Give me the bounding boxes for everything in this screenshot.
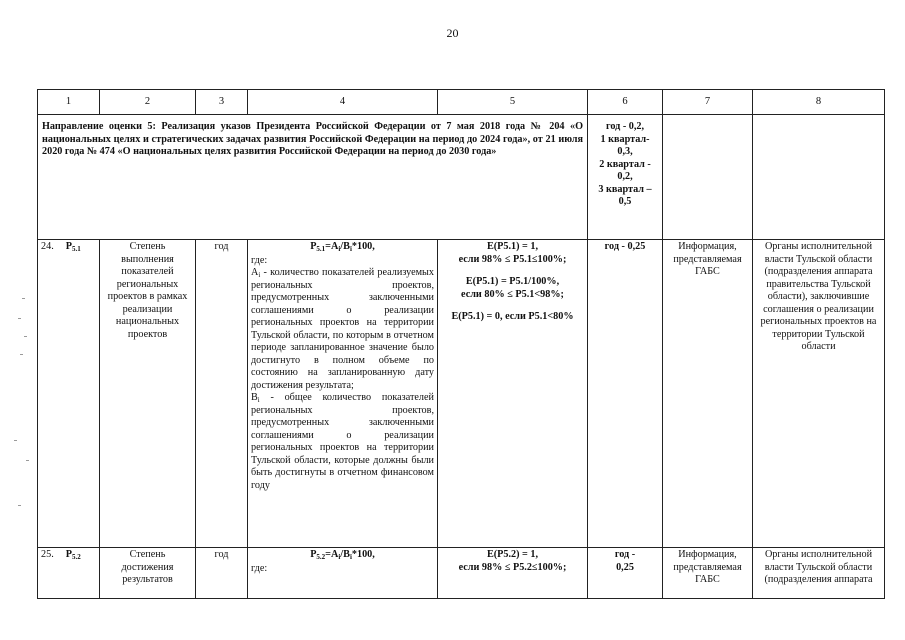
formula-cell: $P_{5.2}=A_i/B_i*100$, где: xyxy=(248,548,438,599)
criteria-table xyxy=(37,89,885,599)
indicator-name: Степень достижения результатов xyxy=(100,548,196,599)
header-cell: 3 xyxy=(196,90,248,115)
header-cell: 7 xyxy=(663,90,753,115)
header-cell: 5 xyxy=(438,90,588,115)
period-unit: год xyxy=(196,240,248,548)
responsible-bodies: Органы исполнительной власти Тульской области (подразделения аппарата правительства Тульской области), заключившие соглашения о реализации региональных проектов на территории Тульской области xyxy=(753,240,885,548)
data-source: Информация, представляемая ГАБС xyxy=(663,240,753,548)
header-cell: 2 xyxy=(100,90,196,115)
formula: $P_{5.2}=A_i/B_i*100$, xyxy=(310,549,375,561)
direction-row xyxy=(38,115,885,240)
header-row xyxy=(38,90,885,115)
empty-cell xyxy=(663,115,753,240)
direction-text: Направление оценки 5: Реализация указов Президента Российской Федерации от 7 мая 2018 года № 204 «О национальных целях и стратегических задачах развития Российской Федерации на период до 2024 года», от 21 июля 2020 года № 474 «О национальных целях развития Российской Федерации на период до 2030 года» xyxy=(38,115,588,240)
definition-a: $A_i$ - количество показателей реализуемых региональных проектов, предусмотренных заключенными соглашениями о реализации региональных проектов на территории Тульской области, по которым в отчетном периоде запланированное значение было достигнуто в полном объеме по состоянию на запланированную дату достижения результата; xyxy=(251,267,434,391)
data-source: Информация, представляемая ГАБС xyxy=(663,548,753,599)
table-row xyxy=(38,240,885,548)
row-number-cell: 25. $P_{5.2}$ xyxy=(38,548,100,599)
indicator-name: Степень выполнения показателей региональных проектов в рамках реализации национальных проектов xyxy=(100,240,196,548)
empty-cell xyxy=(753,115,885,240)
indicator-code: $P_{5.1}$ xyxy=(65,241,81,253)
formula: $P_{5.1}=A_i/B_i*100$, xyxy=(310,241,375,253)
formula-cell: $P_{5.1}=A_i/B_i*100$, где: $A_i$ - количество показателей реализуемых региональных проектов, предусмотренных заключенными соглашениями о реализации региональных проектов на территории Тульской области, по которым в отчетном периоде запланированное значение было достигнуто в полном объеме по состоянию на запланированную дату достижения результата; $B_i$ - общее количество показателей региональных проектов, предусмотренных заключенными соглашениями о реализации региональных проектов на территории Тульской области, которые должны были быть достигнуты в отчетном финансовом году xyxy=(248,240,438,548)
weight-cell: год - 0,25 xyxy=(588,240,663,548)
row-number-cell: 24. $P_{5.1}$ xyxy=(38,240,100,548)
responsible-bodies: Органы исполнительной власти Тульской области (подразделения аппарата xyxy=(753,548,885,599)
header-cell: 1 xyxy=(38,90,100,115)
evaluation-cell: E(P5.1) = 1, если 98% ≤ P5.1≤100%; E(P5.1) = P5.1/100%, если 80% ≤ P5.1<98%; E(P5.1) = 0, если P5.1<80% xyxy=(438,240,588,548)
indicator-code: $P_{5.2}$ xyxy=(65,549,81,561)
header-cell: 6 xyxy=(588,90,663,115)
direction-weights: год - 0,2, 1 квартал- 0,3, 2 квартал - 0,2, 3 квартал – 0,5 xyxy=(588,115,663,240)
table-row xyxy=(38,548,885,599)
period-unit: год xyxy=(196,548,248,599)
weight-cell: год - 0,25 xyxy=(588,548,663,599)
definition-b: $B_i$ - общее количество показателей региональных проектов, предусмотренных заключенными соглашениями о реализации региональных проектов на территории Тульской области, которые должны были быть достигнуты в отчетном финансовом году xyxy=(251,392,434,491)
header-cell: 4 xyxy=(248,90,438,115)
evaluation-cell: E(P5.2) = 1, если 98% ≤ P5.2≤100%; xyxy=(438,548,588,599)
header-cell: 8 xyxy=(753,90,885,115)
page-number: 20 xyxy=(446,26,459,40)
scan-margin-marks xyxy=(0,0,30,640)
